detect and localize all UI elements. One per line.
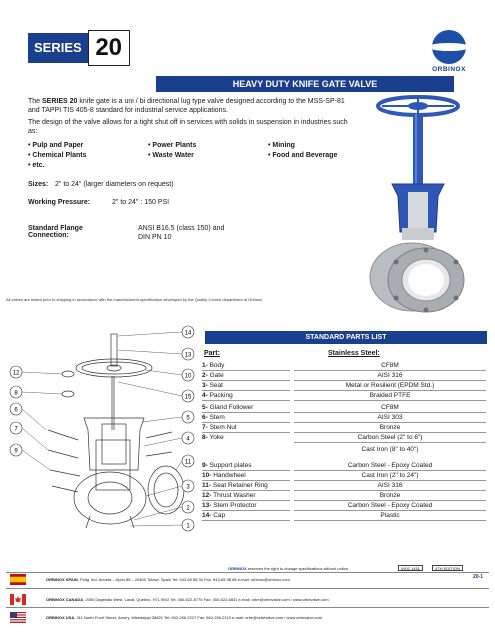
parts-row xyxy=(202,512,492,521)
callout-2 xyxy=(182,501,194,513)
part-name xyxy=(202,414,290,423)
callout-4 xyxy=(182,432,194,444)
part-label: Handwheel xyxy=(213,472,246,479)
intro-text xyxy=(28,97,358,139)
part-number: 10- xyxy=(202,472,212,479)
applications-col-2 xyxy=(148,142,196,162)
footer-spain-address xyxy=(46,577,290,582)
parts-row xyxy=(202,424,492,433)
sizes-label: Sizes: xyxy=(28,181,49,188)
part-label: Stem xyxy=(209,414,225,421)
part-number: 7- xyxy=(202,424,208,431)
part-material: Carbon Steel (2" to 6") xyxy=(294,434,486,443)
application-item: • Pulp and Paper xyxy=(28,142,84,149)
part-name xyxy=(202,424,290,433)
flange-value-2: DIN PN 10 xyxy=(138,234,172,241)
application-item: • Chemical Plants xyxy=(28,152,87,159)
series-number: 20 xyxy=(88,30,130,66)
part-material: Cast Iron (2" to 24") xyxy=(294,472,486,481)
svg-text:11: 11 xyxy=(184,459,192,466)
footer-edition: 4TH EDITION xyxy=(432,565,463,571)
spec-flange xyxy=(28,225,225,241)
spain-text: , Polig. Ind. Anoeta – Apdo 88 – 20400 Tolosa, Spain Tel: 943-69 88 30 Fax: 943-65 38 66 e-mail: orbinox@orbinox.com xyxy=(77,577,290,582)
part-material: Metal or Resilient (EPDM Std.) xyxy=(294,382,486,391)
part-number: 6- xyxy=(202,414,208,421)
parts-col-part: Part: xyxy=(204,350,220,357)
spain-label: ORBINOX SPAIN xyxy=(46,577,78,582)
part-material: AISI 316 xyxy=(294,372,486,381)
parts-col-material: Stainless Steel: xyxy=(328,350,380,357)
part-name xyxy=(202,512,290,521)
application-item: • Power Plants xyxy=(148,142,197,149)
svg-text:5: 5 xyxy=(186,415,190,422)
part-label: Yoke xyxy=(209,434,224,441)
part-label: Stem Protector xyxy=(213,502,257,509)
footer-brand: ORBINOX xyxy=(228,566,247,571)
flange-label-1: Standard Flange xyxy=(28,225,83,232)
part-number: 9- xyxy=(202,462,208,469)
intro-series-name: SERIES 20 xyxy=(42,98,78,105)
callouts-right xyxy=(182,326,194,531)
valve-photo xyxy=(352,92,482,317)
part-label: Stem Nut xyxy=(209,424,237,431)
parts-row xyxy=(202,482,492,491)
footer-divider xyxy=(6,572,489,573)
callout-13 xyxy=(182,348,194,360)
orbinox-logo xyxy=(421,30,477,73)
svg-text:14: 14 xyxy=(184,330,192,337)
pressure-label: Working Pressure: xyxy=(28,199,91,206)
part-name xyxy=(202,404,290,413)
series-badge xyxy=(28,30,130,66)
part-material: Plastic xyxy=(294,512,486,521)
usa-label: ORBINOX USA xyxy=(46,615,75,620)
parts-row xyxy=(202,372,492,381)
parts-row xyxy=(202,462,492,471)
part-material: Bronze xyxy=(294,492,486,501)
callout-14 xyxy=(182,326,194,338)
part-material: Carbon Steel - Epoxy Coated xyxy=(294,462,486,471)
part-name xyxy=(202,492,290,501)
parts-row xyxy=(202,434,492,453)
application-item: • Food and Beverage xyxy=(268,152,338,159)
callout-9 xyxy=(10,444,22,456)
callout-8 xyxy=(10,386,22,398)
footer-reserve-note xyxy=(228,566,349,571)
svg-text:15: 15 xyxy=(184,394,192,401)
application-item: • Mining xyxy=(268,142,295,149)
part-label: Gland Follower xyxy=(209,404,254,411)
part-label: Cap xyxy=(213,512,226,519)
svg-text:3: 3 xyxy=(186,484,190,491)
svg-text:12: 12 xyxy=(12,370,20,377)
intro-rest: knife gate is a uni / bi directional lug type valve designed according to the MSS-SP-81 and TAPPI TIS 405-8 standard for industrial service applications. xyxy=(28,98,345,114)
footer-doc-code: 0902 1451 xyxy=(398,565,423,571)
callout-11 xyxy=(182,455,194,467)
part-label: Support plates xyxy=(209,462,252,469)
svg-text:13: 13 xyxy=(184,352,192,359)
footer-divider xyxy=(6,607,489,608)
intro-prefix: The xyxy=(28,98,43,105)
part-label: Seat Retainer Ring xyxy=(212,482,268,489)
footer-divider xyxy=(6,588,489,589)
pressure-value: 2" to 24" : 150 PSI xyxy=(112,199,170,206)
sizes-value: 2" to 24" (larger diameters on request) xyxy=(55,181,174,188)
spec-pressure xyxy=(28,199,170,206)
part-number: 3- xyxy=(202,382,208,389)
footer-usa-address xyxy=(46,615,322,620)
part-label: Thrust Washer xyxy=(213,492,256,499)
svg-text:6: 6 xyxy=(14,407,18,414)
part-material: Carbon Steel - Epoxy Coated xyxy=(294,502,486,511)
applications-col-1 xyxy=(28,142,86,172)
series-label: SERIES xyxy=(28,33,88,63)
part-label: Seat xyxy=(209,382,223,389)
part-material: CF8M xyxy=(294,404,486,413)
parts-row xyxy=(202,492,492,501)
part-material: AISI 316 xyxy=(294,482,486,491)
svg-text:7: 7 xyxy=(14,426,18,433)
flange-label-2: Connection: xyxy=(28,232,69,239)
callout-15 xyxy=(182,390,194,402)
svg-text:9: 9 xyxy=(14,448,18,455)
part-number: 13- xyxy=(202,502,212,509)
exploded-diagram xyxy=(6,320,202,535)
part-number: 14- xyxy=(202,512,212,519)
part-label: Body xyxy=(209,362,225,369)
svg-text:1: 1 xyxy=(186,523,190,530)
logo-text: ORBINOX xyxy=(432,66,466,73)
callout-6 xyxy=(10,403,22,415)
canada-flag-icon xyxy=(10,594,26,605)
callout-3 xyxy=(182,480,194,492)
part-material: AISI 303 xyxy=(294,414,486,423)
parts-row xyxy=(202,472,492,481)
intro-paragraph-2: The design of the valve allows for a tight shut off in services with solids in suspension in industries such as: xyxy=(28,119,348,135)
part-number: 8- xyxy=(202,434,208,441)
footer-canada-address xyxy=(46,597,329,602)
part-material: Braided PTFE xyxy=(294,392,486,401)
page-title: HEAVY DUTY KNIFE GATE VALVE xyxy=(156,76,454,92)
part-name xyxy=(202,462,290,471)
svg-text:2: 2 xyxy=(186,505,190,512)
parts-row xyxy=(202,382,492,391)
callout-1 xyxy=(182,519,194,531)
part-number: 12- xyxy=(202,492,212,499)
usa-flag-icon xyxy=(10,612,26,623)
intro-paragraph-1 xyxy=(28,97,358,115)
svg-text:4: 4 xyxy=(186,436,190,443)
callout-12 xyxy=(10,366,22,378)
callout-5 xyxy=(182,411,194,423)
parts-row xyxy=(202,414,492,423)
part-name xyxy=(202,472,290,481)
quality-note: All valves are tested prior to shipping in accordance with the manufacturers specification developed by the Quality Control department at Orbinox. xyxy=(6,297,264,302)
callout-10 xyxy=(182,369,194,381)
page-number: 20-1 xyxy=(473,574,484,580)
part-name xyxy=(202,482,290,491)
part-number: 1- xyxy=(202,362,208,369)
canada-label: ORBINOX CANADA xyxy=(46,597,84,602)
handwheel-image xyxy=(378,97,458,115)
application-item: • etc. xyxy=(28,162,45,169)
callouts-left xyxy=(10,366,22,456)
spec-sizes xyxy=(28,181,174,188)
part-number: 5- xyxy=(202,404,208,411)
part-label: Gate xyxy=(209,372,224,379)
parts-row xyxy=(202,502,492,511)
part-material: CF8M xyxy=(294,362,486,371)
footer-reserve-text: reserves the right to change specifications without notice. xyxy=(246,566,350,571)
parts-row xyxy=(202,404,492,413)
application-item: • Waste Water xyxy=(148,152,194,159)
part-number: 2- xyxy=(202,372,208,379)
usa-text: , 311 North Front Street, Amory, Mississippi 38821 Tel: 662-256-2227 Fax: 662-256-2119 e-mail: orbe@orbevalve.com / www.orbevalve.com xyxy=(74,615,323,620)
part-name xyxy=(202,382,290,391)
flange-value-1: ANSI B16.5 (class 150) and xyxy=(138,225,225,232)
part-name xyxy=(202,392,290,401)
part-number: 11- xyxy=(202,482,212,489)
part-material: Bronze xyxy=(294,424,486,433)
parts-row xyxy=(202,362,492,371)
part-number: 4- xyxy=(202,392,208,399)
part-name xyxy=(202,502,290,511)
canada-text: , 2050 Dagenais West, Laval, Quebec, H7L 5W2 Tel: 450-622-8775 Fax: 450-622-6831 e-mail: orbe@orbevalve.com / www.orbevalve.com xyxy=(83,597,329,602)
part-material-alt: Cast Iron (8" to 40") xyxy=(361,446,419,453)
parts-row xyxy=(202,392,492,401)
part-label: Packing xyxy=(209,392,233,399)
part-name xyxy=(202,362,290,371)
orbinox-logo-icon xyxy=(432,30,466,64)
svg-text:10: 10 xyxy=(184,373,192,380)
applications-col-3 xyxy=(268,142,337,162)
part-name xyxy=(202,434,290,442)
spain-flag-icon xyxy=(10,574,26,585)
part-name xyxy=(202,372,290,381)
svg-text:8: 8 xyxy=(14,390,18,397)
callout-7 xyxy=(10,422,22,434)
parts-list-header: STANDARD PARTS LIST xyxy=(205,331,487,344)
